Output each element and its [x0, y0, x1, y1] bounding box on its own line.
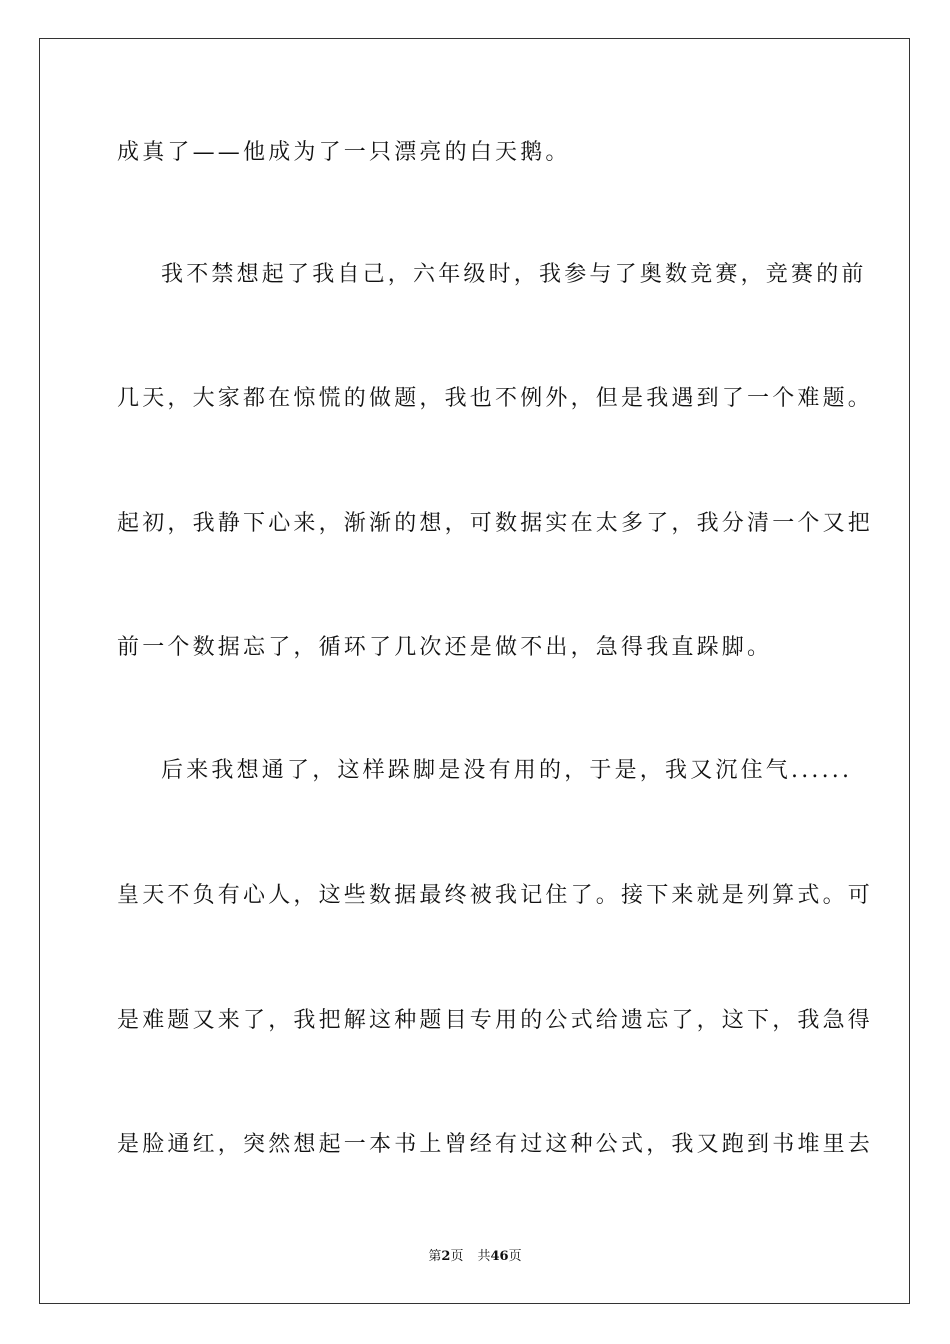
text-line-3: 几天，大家都在惊慌的做题，我也不例外，但是我遇到了一个难题。	[117, 386, 874, 411]
text-line-7: 皇天不负有心人，这些数据最终被我记住了。接下来就是列算式。可	[117, 883, 874, 908]
text-line-4: 起初，我静下心来，渐渐的想，可数据实在太多了，我分清一个又把	[117, 511, 874, 536]
page-total-number: 46	[490, 1249, 509, 1264]
text-line-6: 后来我想通了，这样跺脚是没有用的，于是，我又沉住气......	[161, 758, 853, 783]
text-line-1: 成真了——他成为了一只漂亮的白天鹅。	[117, 140, 571, 165]
page-footer	[0, 1248, 950, 1266]
page-border	[39, 38, 910, 1304]
text-line-8: 是难题又来了，我把解这种题目专用的公式给遗忘了，这下，我急得	[117, 1008, 874, 1033]
page-unit: 页	[450, 1249, 464, 1264]
text-line-5: 前一个数据忘了，循环了几次还是做不出，急得我直跺脚。	[117, 635, 773, 660]
page-current-number: 2	[441, 1249, 451, 1264]
text-line-9: 是脸通红，突然想起一本书上曾经有过这种公式，我又跑到书堆里去	[117, 1132, 874, 1157]
total-prefix: 共	[477, 1249, 491, 1264]
total-unit: 页	[508, 1249, 522, 1264]
text-line-2: 我不禁想起了我自己，六年级时，我参与了奥数竞赛，竞赛的前	[161, 262, 867, 287]
page-prefix: 第	[428, 1249, 442, 1264]
